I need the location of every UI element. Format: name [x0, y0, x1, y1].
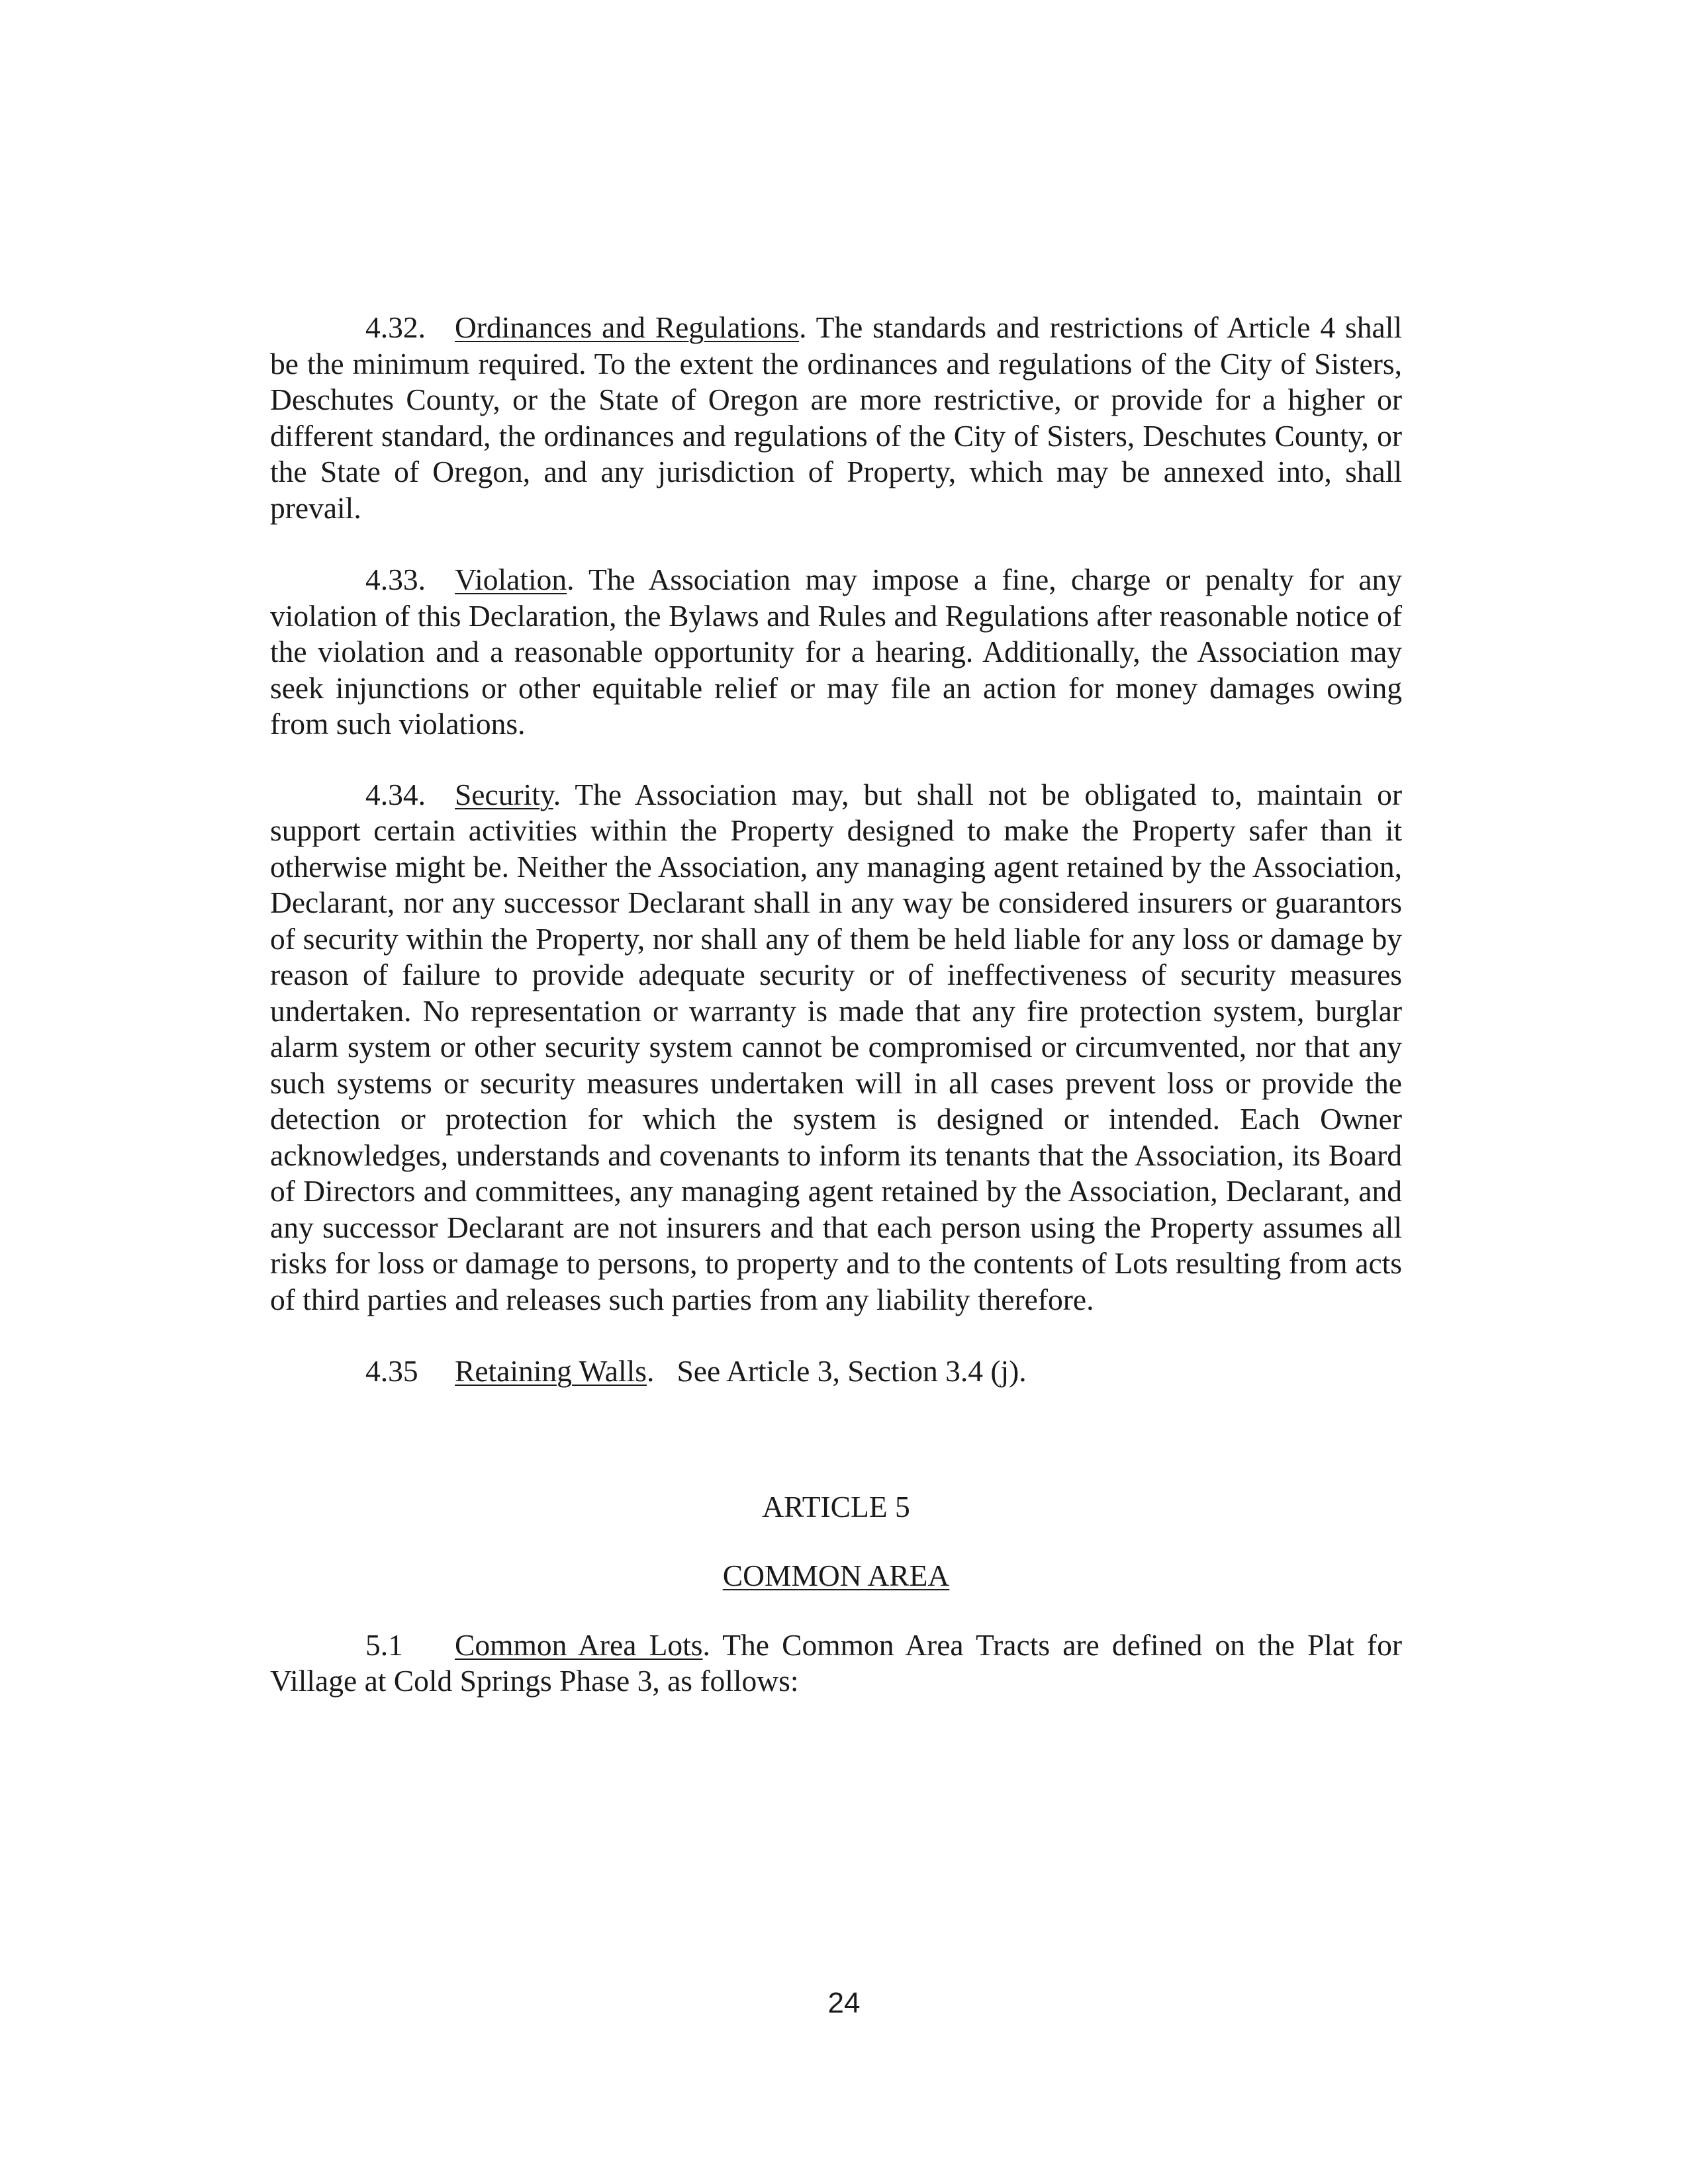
section-4-35 — [270, 1353, 1402, 1390]
section-number: 4.35 — [365, 1354, 418, 1388]
section-4-33 — [270, 562, 1402, 743]
section-body: . The Association may, but shall not be obligated to, maintain or support certain activities within the Property designed to make the Property safer than it otherwise might be. Neither the Association, any managing agent retained by the Association, Declarant, nor any successor Declarant shall in any way be considered insurers or guarantors of security within the Property, nor shall any of them be held liable for any loss or damage by reason of failure to provide adequate security or of ineffectiveness of security measures undertaken. No representation or warranty is made that any fire protection system, burglar alarm system or other security system cannot be compromised or circumvented, nor that any such systems or security measures undertaken will in all cases prevent loss or provide the detection or protection for which the system is designed or intended. Each Owner acknowledges, understands and covenants to inform its tenants that the Association, its Board of Directors and committees, any managing agent retained by the Association, Declarant, and any successor Declarant are not insurers and that each person using the Property assumes all risks for loss or damage to persons, to property and to the contents of Lots resulting from acts of third parties and releases such parties from any liability therefore. — [270, 777, 1402, 1316]
article-title: ARTICLE 5 — [762, 1489, 910, 1524]
section-heading: Ordinances and Regulations — [455, 310, 800, 344]
page-number: 24 — [827, 1987, 861, 2019]
section-4-34 — [270, 777, 1402, 1318]
section-number: 4.32. — [365, 310, 426, 344]
section-5-1 — [270, 1627, 1402, 1700]
section-body: . The standards and restrictions of Article 4 shall be the minimum required. To the extent the ordinances and regulations of the City of Sisters, Deschutes County, or the State of Oregon are more restrictive, or provide for a higher or different standard, the ordinances and regulations of the City of Sisters, Deschutes County, or the State of Oregon, and any jurisdiction of Property, which may be annexed into, shall prevail. — [270, 310, 1402, 525]
article-subtitle — [270, 1558, 1402, 1594]
section-number: 4.33. — [365, 563, 426, 596]
section-heading: Retaining Walls — [455, 1354, 647, 1388]
section-heading: Violation — [455, 563, 567, 596]
article-subtitle-text: COMMON AREA — [722, 1559, 950, 1592]
section-number: 5.1 — [365, 1627, 403, 1662]
section-body: . The Common Area Tracts are defined on the Plat for Village at Cold Springs Phase 3, as follows: — [270, 1627, 1402, 1698]
section-4-32 — [270, 310, 1402, 526]
section-number: 4.34. — [365, 777, 426, 811]
document-body — [270, 310, 1402, 1700]
section-body: . The Association may impose a fine, charge or penalty for any violation of this Declaration, the Bylaws and Rules and Regulations after reasonable notice of the violation and a reasonable opportunity for a hearing. Additionally, the Association may seek injunctions or other equitable relief or may file an action for money damages owing from such violations. — [270, 563, 1402, 741]
section-heading: Common Area Lots — [455, 1627, 703, 1662]
section-heading: Security — [455, 777, 553, 811]
section-body: . See Article 3, Section 3.4 (j). — [646, 1354, 1027, 1388]
